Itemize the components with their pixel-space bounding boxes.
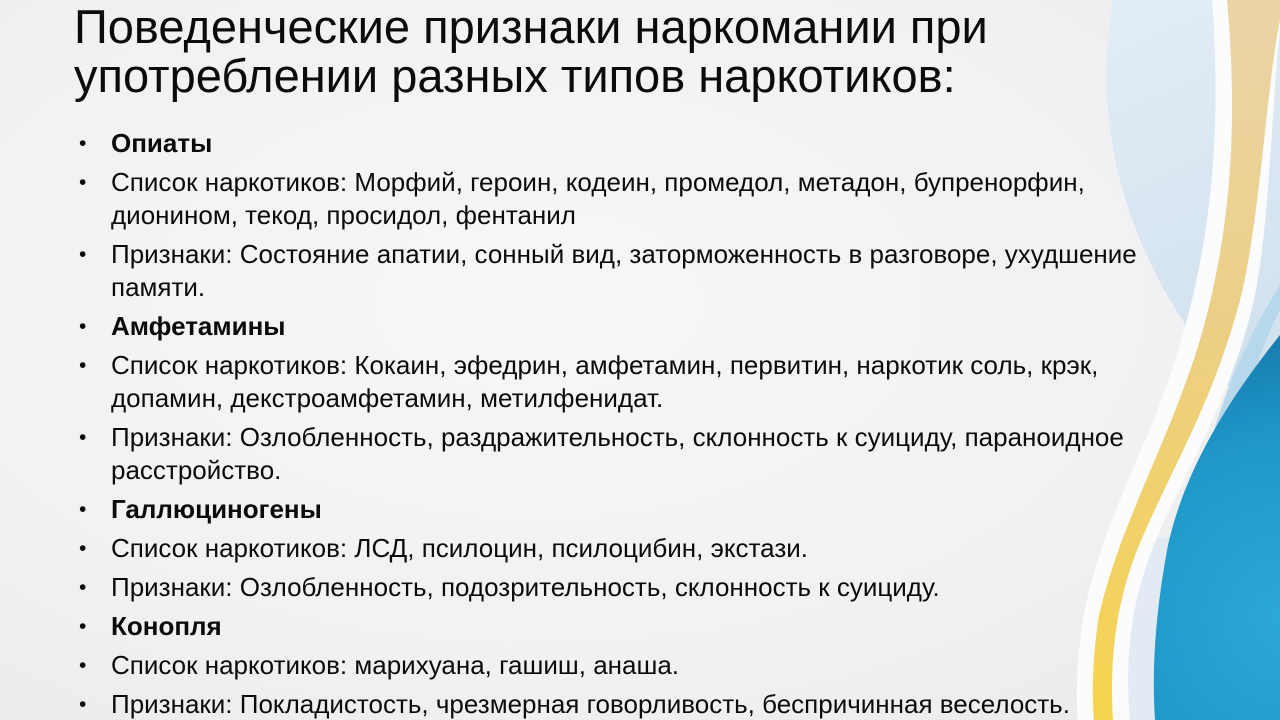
list-item	[76, 349, 1181, 415]
bullet-icon: •	[79, 576, 87, 599]
list-item-text: Амфетамины	[111, 311, 286, 341]
list-item-text: Признаки: Состояние апатии, сонный вид, заторможенность в разговоре, ухудшение памяти.	[111, 239, 1137, 302]
list-item-text: Опиаты	[111, 128, 213, 158]
list-item-text: Галлюциногены	[111, 494, 322, 524]
bullet-icon: •	[79, 537, 87, 560]
list-item-text: Список наркотиков: Морфий, героин, кодеин, промедол, метадон, бупренорфин, дионином, текод, просидол, фентанил	[111, 167, 1085, 230]
list-item	[76, 688, 1181, 720]
list-item-drug-class	[76, 493, 1181, 526]
list-item	[76, 571, 1181, 604]
bullet-icon: •	[79, 315, 87, 338]
list-item	[76, 421, 1181, 487]
list-item	[76, 166, 1181, 232]
list-item-text: Признаки: Покладистость, чрезмерная говорливость, беспричинная веселость.	[111, 689, 1070, 719]
list-item-drug-class	[76, 610, 1181, 643]
bullet-icon: •	[79, 243, 87, 266]
bullet-icon: •	[79, 132, 87, 155]
list-item-text: Признаки: Озлобленность, подозрительность, склонность к суициду.	[111, 572, 940, 602]
list-item-drug-class	[76, 310, 1181, 343]
bullet-icon: •	[79, 171, 87, 194]
bullet-icon: •	[79, 654, 87, 677]
list-item-drug-class	[76, 127, 1181, 160]
list-item-text: Список наркотиков: Кокаин, эфедрин, амфетамин, первитин, наркотик соль, крэк, допамин, декстроамфетамин, метилфенидат.	[111, 350, 1099, 413]
list-item-text: Список наркотиков: марихуана, гашиш, анаша.	[111, 650, 680, 680]
list-item	[76, 649, 1181, 682]
bullet-list	[76, 127, 1181, 720]
bullet-icon: •	[79, 498, 87, 521]
list-item	[76, 238, 1181, 304]
bullet-icon: •	[79, 426, 87, 449]
bullet-icon: •	[79, 354, 87, 377]
list-item	[76, 532, 1181, 565]
list-item-text: Конопля	[111, 611, 222, 641]
bullet-icon: •	[79, 693, 87, 716]
page-title: Поведенческие признаки наркомании при употреблении разных типов наркотиков:	[74, 0, 988, 102]
bullet-icon: •	[79, 615, 87, 638]
list-item-text: Признаки: Озлобленность, раздражительность, склонность к суициду, параноидное расстройство.	[111, 422, 1124, 485]
list-item-text: Список наркотиков: ЛСД, псилоцин, псилоцибин, экстази.	[111, 533, 808, 563]
